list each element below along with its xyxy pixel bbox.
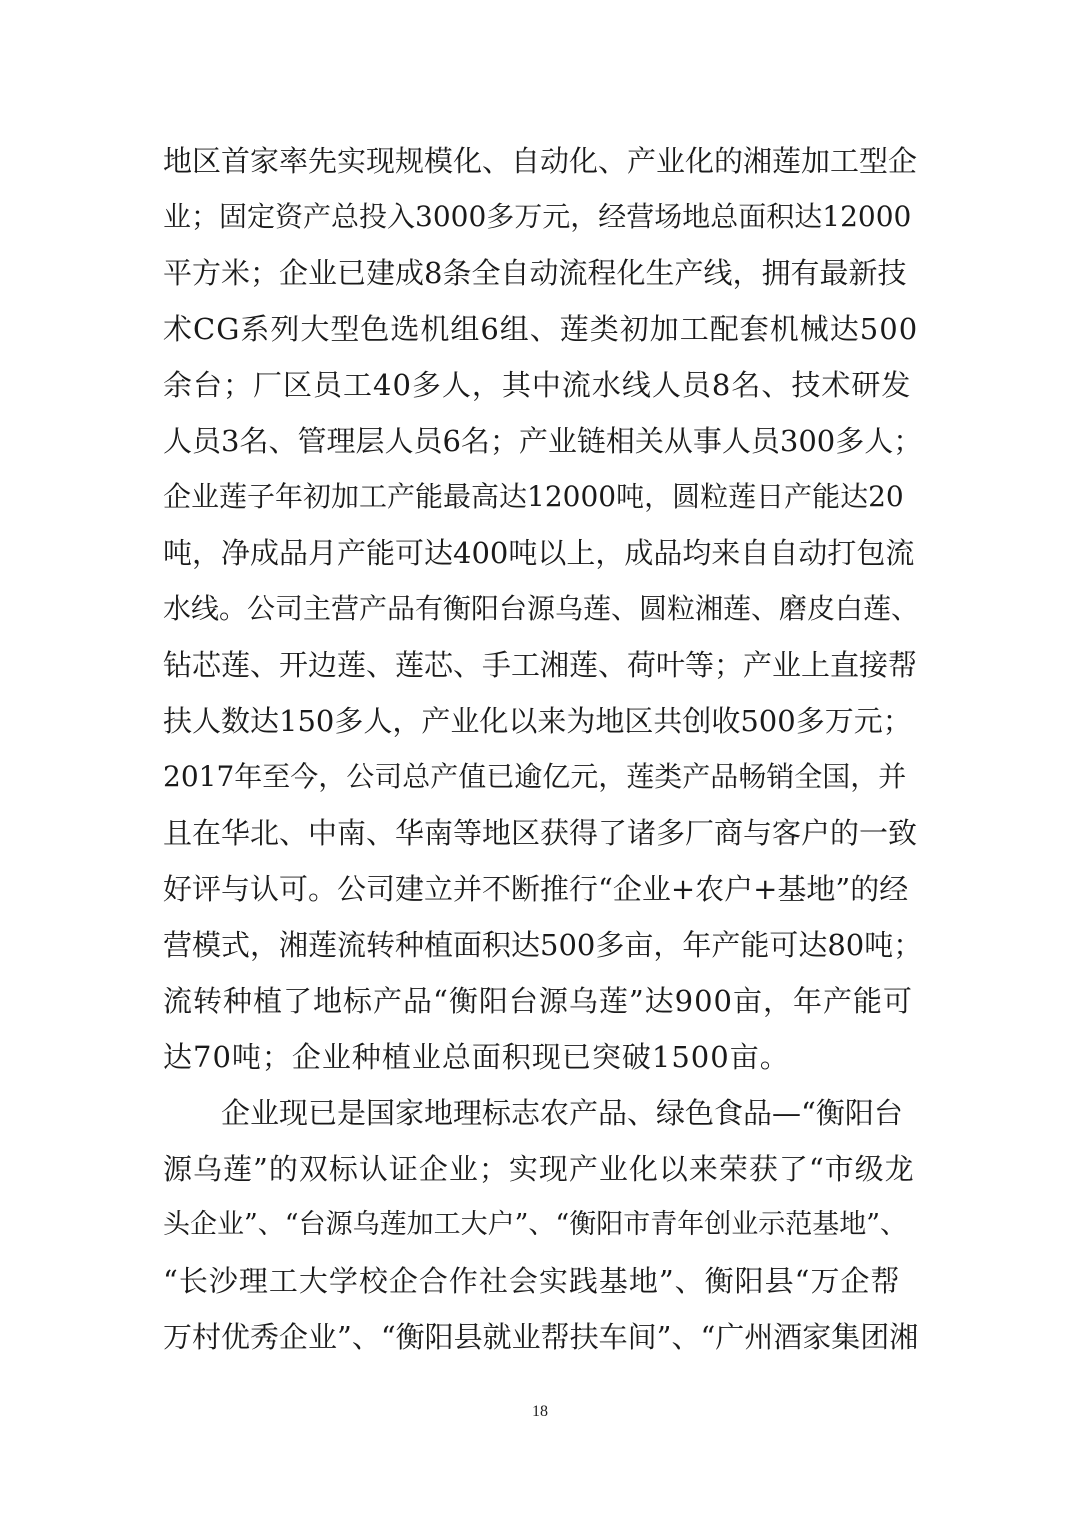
paragraph-1-line: 余台；厂区员工40多人，其中流水线人员8名、技术研发 [163,368,912,402]
paragraph-1-line: 扶人数达150多人，产业化以来为地区共创收500多万元； [163,704,912,738]
paragraph-2-line: 头企业”、“台源乌莲加工大户”、“衡阳市青年创业示范基地”、 [163,1209,908,1240]
paragraph-1-line: 流转种植了地标产品“衡阳台源乌莲”达900亩，年产能可 [163,984,914,1018]
paragraph-1-line: 营模式，湘莲流转种植面积达500多亩，年产能可达80吨； [163,928,923,962]
paragraph-1-line: 达70吨；企业种植业总面积现已突破1500亩。 [163,1040,790,1074]
body-text [163,133,923,1365]
paragraph-1-line: 钻芯莲、开边莲、莲芯、手工湘莲、荷叶等；产业上直接帮 [163,648,918,682]
paragraph-1-line: 平方米；企业已建成8条全自动流程化生产线，拥有最新技 [163,256,907,290]
paragraph-1-line: 企业莲子年初加工产能最高达12000吨，圆粒莲日产能达20 [163,480,904,513]
paragraph-2-line: “长沙理工大学校企合作社会实践基地”、衡阳县“万企帮 [163,1264,901,1298]
paragraph-1-line: 水线。公司主营产品有衡阳台源乌莲、圆粒湘莲、磨皮白莲、 [163,592,920,625]
paragraph-2-line: 源乌莲”的双标认证企业；实现产业化以来荣获了“市级龙 [163,1152,915,1186]
paragraph-2-line: 万村优秀企业”、“衡阳县就业帮扶车间”、“广州酒家集团湘 [163,1320,919,1354]
paragraph-2-first-line: 企业现已是国家地理标志农产品、绿色食品—“衡阳台 [221,1096,903,1130]
page-number: 18 [532,1403,548,1420]
paragraph-1-line: 人员3名、管理层人员6名；产业链相关从事人员300多人； [163,424,923,458]
paragraph-1-line: 好评与认可。公司建立并不断推行“企业+农户+基地”的经 [163,872,909,906]
paragraph-1-line: 地区首家率先实现规模化、自动化、产业化的湘莲加工型企 [163,144,918,178]
paragraph-1-line: 2017年至今，公司总产值已逾亿元，莲类产品畅销全国，并 [163,760,907,793]
paragraph-1-line: 术CG系列大型色选机组6组、莲类初加工配套机械达500 [163,312,919,346]
paragraph-1-line: 业；固定资产总投入3000多万元，经营场地总面积达12000 [163,200,912,233]
paragraph-1-line: 吨，净成品月产能可达400吨以上，成品均来自自动打包流 [163,536,915,570]
paragraph-1-line: 且在华北、中南、华南等地区获得了诸多厂商与客户的一致 [163,816,918,850]
